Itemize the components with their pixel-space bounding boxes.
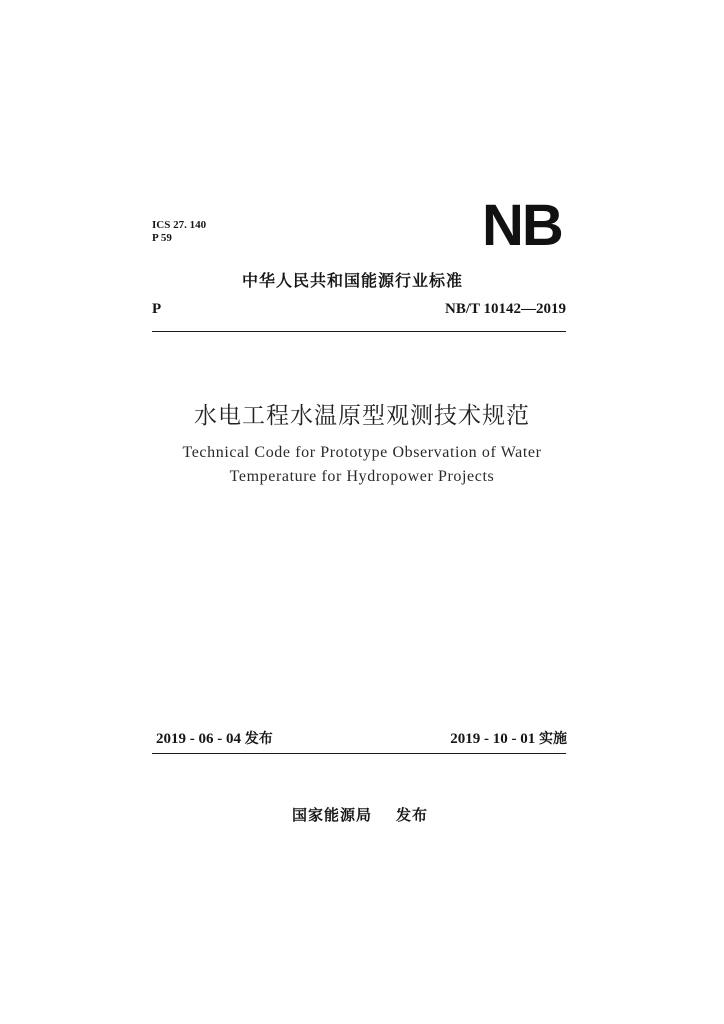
publish-date: 2019 - 06 - 04 [156,731,241,747]
ccs-code: P 59 [152,232,172,244]
publisher-name: 国家能源局 [292,806,373,824]
top-divider [152,331,566,332]
issuer-category: 中华人民共和国能源行业标准 [242,271,464,290]
effective-date: 2019 - 10 - 01 [450,731,536,747]
publisher-label: 发布 [396,806,429,824]
publisher-block [292,804,428,825]
publish-date-block [156,728,273,748]
title-chinese: 水电工程水温原型观测技术规范 [194,403,530,429]
category-letter: P [152,301,162,317]
bottom-divider [152,753,566,754]
standard-number: NB/T 10142—2019 [445,301,566,317]
ics-code: ICS 27. 140 [152,219,207,231]
title-english-line2: Temperature for Hydropower Projects [229,468,495,485]
title-english-line1: Technical Code for Prototype Observation of Water [182,444,542,461]
effective-date-block [450,728,567,748]
effective-date-label: 实施 [539,731,567,747]
nb-logo: NB [482,193,562,258]
publish-date-label: 发布 [244,731,273,747]
